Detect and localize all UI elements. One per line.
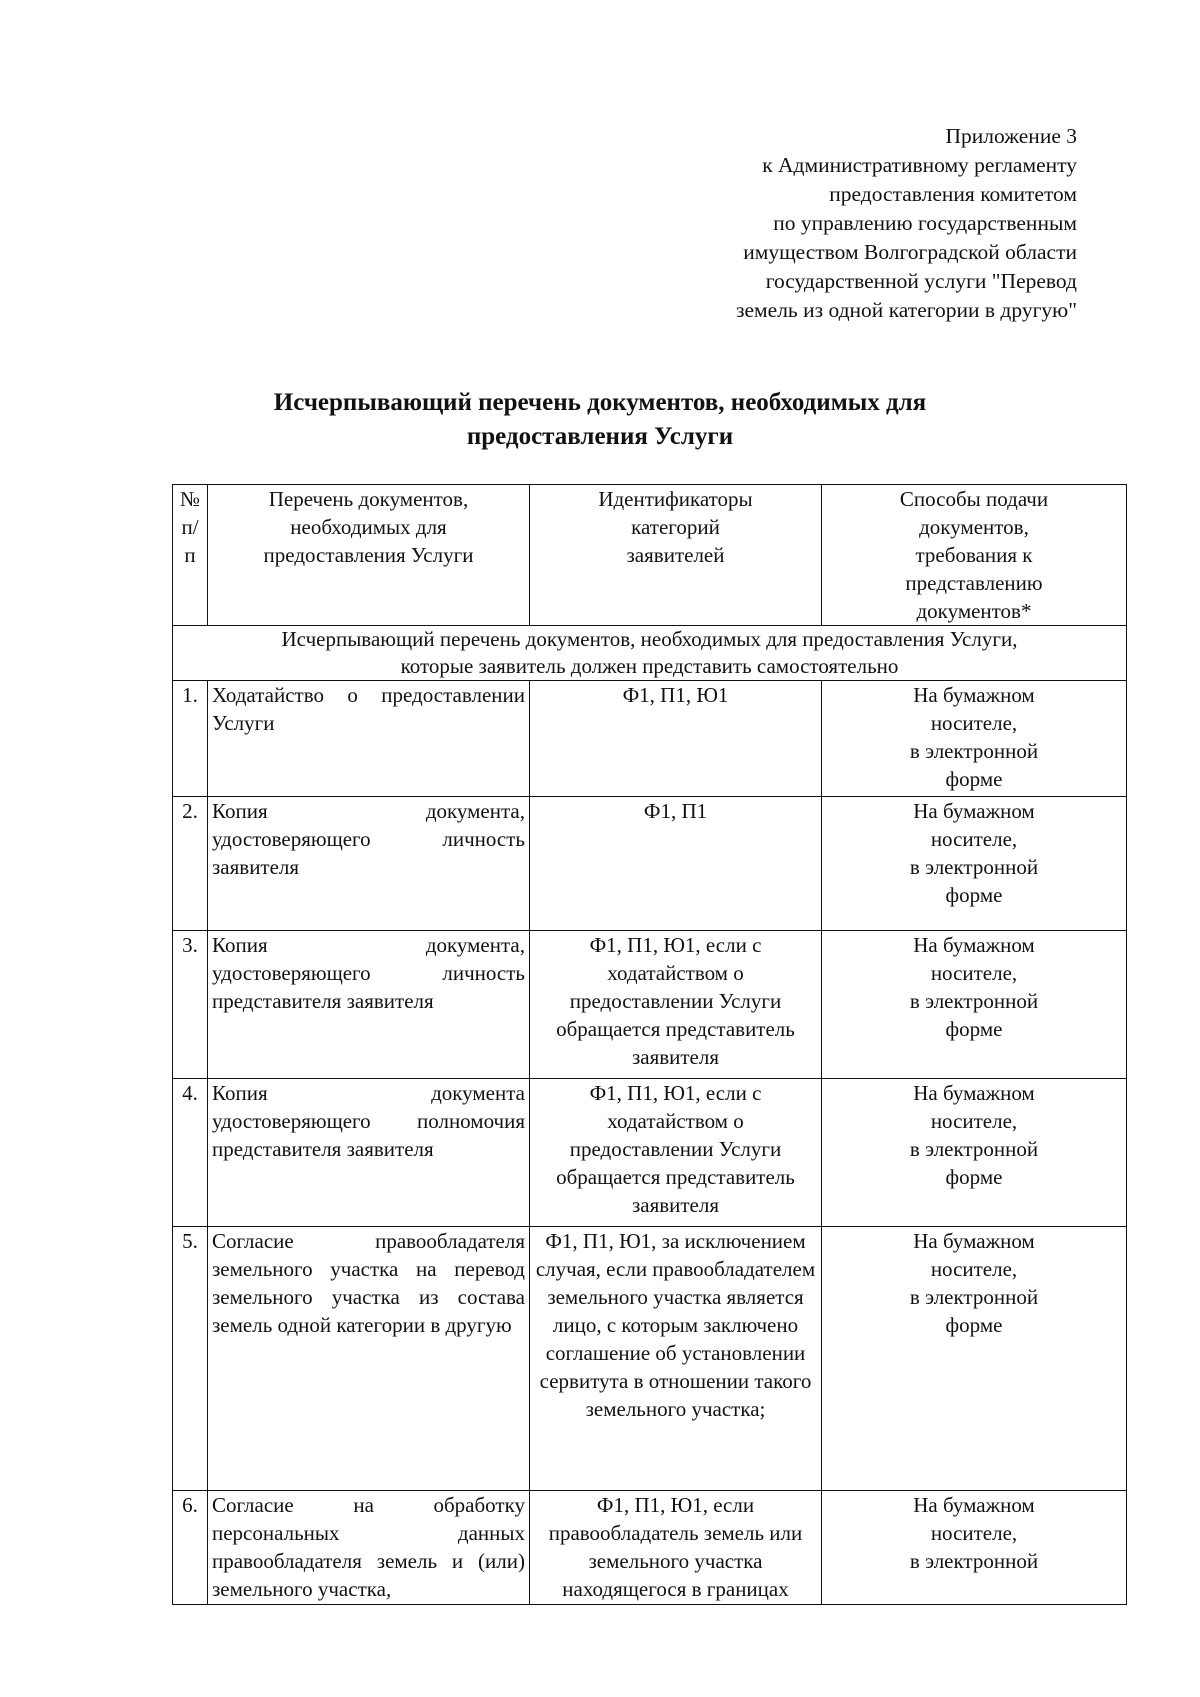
appendix-line: земель из одной категории в другую" — [736, 298, 1077, 322]
row-number: 4. — [173, 1079, 208, 1227]
row-number: 5. — [173, 1227, 208, 1491]
applicant-ids: Ф1, П1, Ю1, за исключением случая, если правообладателем земельного участка является лицо, с которым заключено соглашение об установлении сервитута в отношении такого земельного участка; — [530, 1227, 822, 1491]
row-number: 2. — [173, 797, 208, 931]
row-number: 6. — [173, 1491, 208, 1605]
document-name: Копия документа, удостоверяющего личность заявителя — [208, 797, 530, 931]
document-name: Согласие правообладателя земельного участка на перевод земельного участка из состава земель одной категории в другую — [208, 1227, 530, 1491]
header-num: № п/п — [173, 485, 208, 626]
table-row — [173, 1227, 1127, 1491]
submission-method: На бумажном носителе, в электронной форме — [822, 1079, 1127, 1227]
submission-method: На бумажном носителе, в электронной форме — [822, 681, 1127, 797]
appendix-line: Приложение 3 — [945, 124, 1077, 148]
row-number: 3. — [173, 931, 208, 1079]
applicant-ids: Ф1, П1, Ю1, если с ходатайством о предоставлении Услуги обращается представитель заявителя — [530, 1079, 822, 1227]
header-ids: Идентификаторы категорий заявителей — [530, 485, 822, 626]
row-number: 1. — [173, 681, 208, 797]
applicant-ids: Ф1, П1 — [530, 797, 822, 931]
document-name: Согласие на обработку персональных данных правообладателя земель и (или) земельного участка, — [208, 1491, 530, 1605]
appendix-line: государственной услуги "Перевод — [765, 269, 1077, 293]
appendix-block — [736, 122, 1077, 325]
table-section-row — [173, 626, 1127, 681]
header-methods: Способы подачи документов, требования к представлению документов* — [822, 485, 1127, 626]
documents-table — [172, 484, 1127, 1605]
submission-method: На бумажном носителе, в электронной форме — [822, 1227, 1127, 1491]
submission-method: На бумажном носителе, в электронной — [822, 1491, 1127, 1605]
applicant-ids: Ф1, П1, Ю1, если правообладатель земель или земельного участка находящегося в границах — [530, 1491, 822, 1605]
document-title — [0, 386, 1200, 454]
table-row — [173, 931, 1127, 1079]
document-title-line: Исчерпывающий перечень документов, необходимых для — [273, 389, 927, 416]
appendix-line: к Административному регламенту — [762, 153, 1077, 177]
document-name: Копия документа удостоверяющего полномочия представителя заявителя — [208, 1079, 530, 1227]
section-heading: Исчерпывающий перечень документов, необходимых для предоставления Услуги, которые заявитель должен представить самостоятельно — [173, 626, 1127, 681]
appendix-line: предоставления комитетом — [829, 182, 1077, 206]
table-row — [173, 1079, 1127, 1227]
table-header-row — [173, 485, 1127, 626]
table-row — [173, 681, 1127, 797]
table-row — [173, 1491, 1127, 1605]
submission-method: На бумажном носителе, в электронной форме — [822, 931, 1127, 1079]
applicant-ids: Ф1, П1, Ю1 — [530, 681, 822, 797]
applicant-ids: Ф1, П1, Ю1, если с ходатайством о предоставлении Услуги обращается представитель заявителя — [530, 931, 822, 1079]
header-docs: Перечень документов, необходимых для предоставления Услуги — [208, 485, 530, 626]
document-name: Копия документа, удостоверяющего личность представителя заявителя — [208, 931, 530, 1079]
document-title-line: предоставления Услуги — [466, 423, 734, 450]
table-row — [173, 797, 1127, 931]
submission-method: На бумажном носителе, в электронной форме — [822, 797, 1127, 931]
document-name: Ходатайство о предоставлении Услуги — [208, 681, 530, 797]
appendix-line: по управлению государственным — [773, 211, 1077, 235]
appendix-line: имуществом Волгоградской области — [743, 240, 1077, 264]
